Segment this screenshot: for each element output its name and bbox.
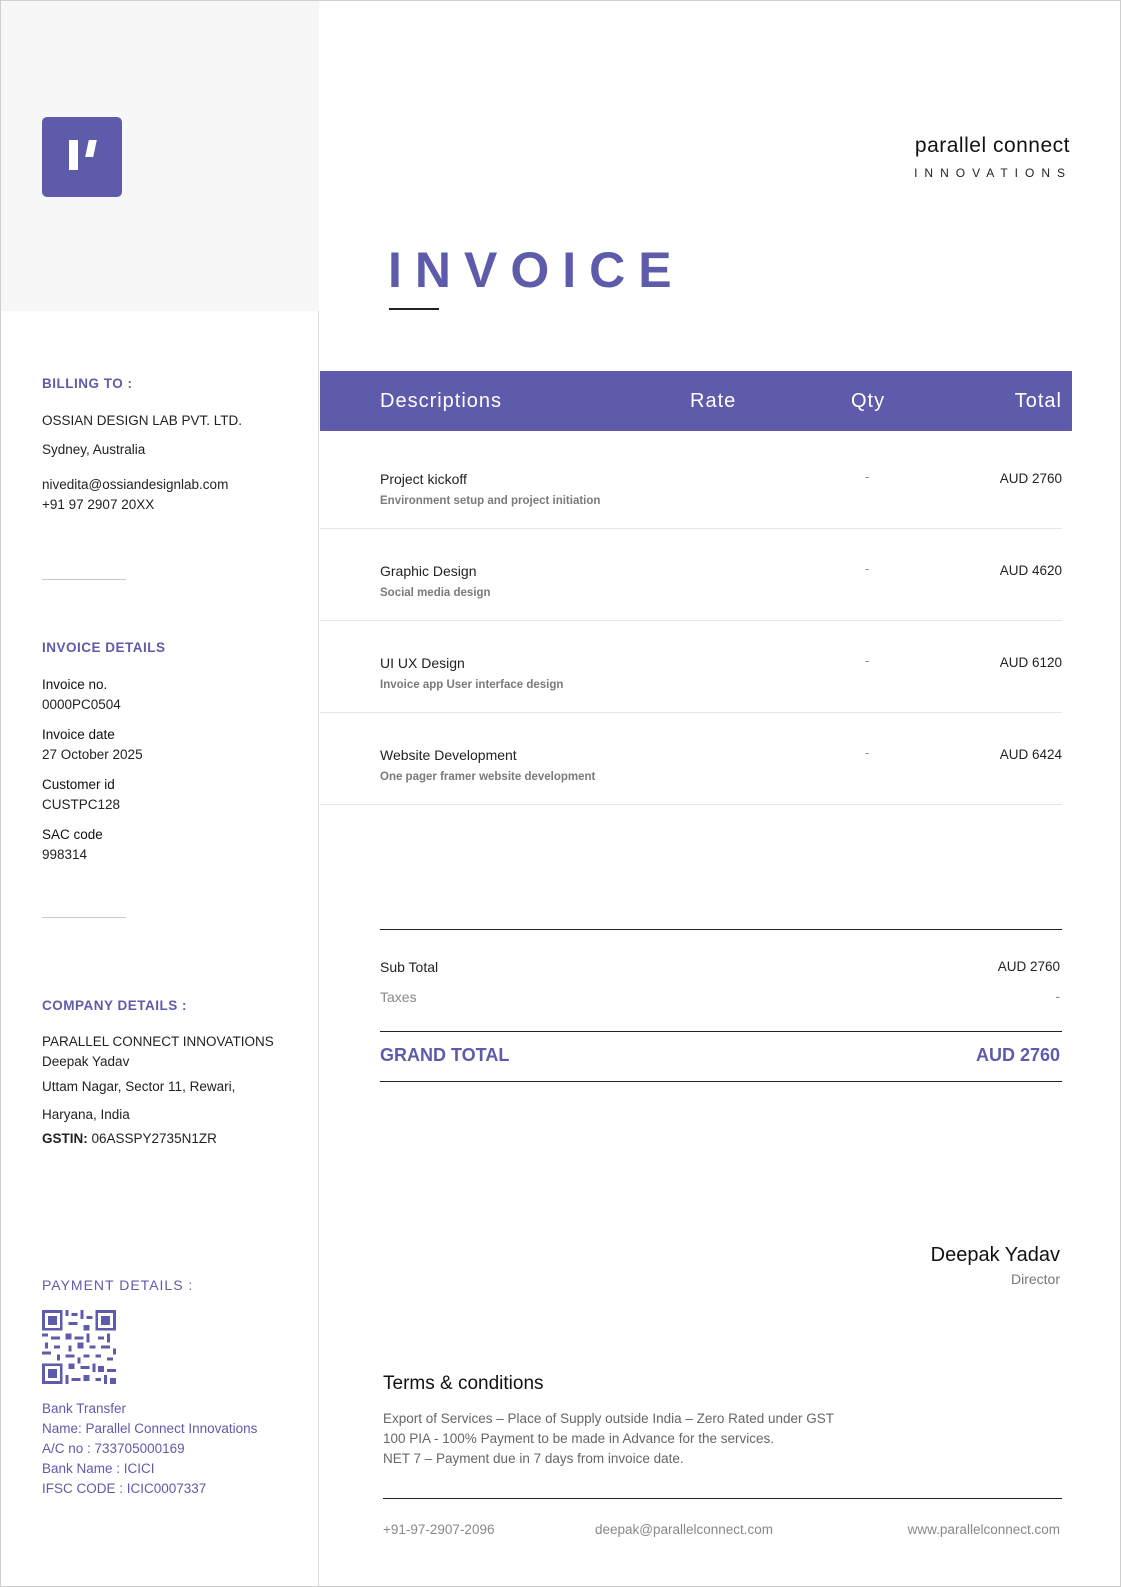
company-gstin: [42, 1131, 217, 1146]
table-row: [320, 437, 1062, 529]
terms-heading: Terms & conditions: [383, 1373, 544, 1394]
signatory-role: Director: [1010, 1271, 1060, 1287]
brand-logo-icon: [42, 117, 122, 197]
invoice-details-heading: INVOICE DETAILS: [42, 640, 166, 655]
company-address-1: Uttam Nagar, Sector 11, Rewari,: [42, 1079, 236, 1094]
sac-code-label: SAC code: [42, 827, 103, 842]
row-qty: -: [865, 469, 870, 484]
company-name: PARALLEL CONNECT INNOVATIONS: [42, 1034, 274, 1049]
table-row: [320, 621, 1062, 713]
payment-account-no: A/C no : 733705000169: [42, 1441, 185, 1456]
row-total: AUD 4620: [999, 563, 1062, 578]
billing-heading: BILLING TO :: [42, 376, 133, 391]
footer-email[interactable]: deepak@parallelconnect.com: [595, 1522, 774, 1537]
row-qty: -: [865, 745, 870, 760]
invoice-no-label: Invoice no.: [42, 677, 108, 692]
table-header: [320, 371, 1072, 431]
invoice-date-label: Invoice date: [42, 727, 115, 742]
gstin-label: GSTIN:: [42, 1131, 88, 1146]
header-qty: Qty: [851, 390, 886, 412]
header-total: Total: [1014, 390, 1062, 412]
divider: [42, 579, 126, 580]
company-person: Deepak Yadav: [42, 1054, 130, 1069]
summary-divider-top: [380, 929, 1062, 930]
footer-website[interactable]: www.parallelconnect.com: [907, 1522, 1060, 1537]
grand-total-value: AUD 2760: [975, 1045, 1060, 1065]
terms-line: 100 PIA - 100% Payment to be made in Advance for the services.: [383, 1431, 774, 1446]
sidebar-header: [1, 1, 319, 311]
row-title: Project kickoff: [380, 471, 467, 487]
subtotal-value: AUD 2760: [997, 959, 1060, 974]
row-subtitle: Environment setup and project initiation: [380, 495, 601, 507]
brand-tagline: INNOVATIONS: [914, 166, 1072, 180]
subtotal-label: Sub Total: [380, 959, 439, 975]
billing-company: OSSIAN DESIGN LAB PVT. LTD.: [42, 413, 243, 428]
row-title: Graphic Design: [380, 563, 477, 579]
row-subtitle: One pager framer website development: [380, 771, 596, 783]
row-title: UI UX Design: [380, 655, 465, 671]
page-title: INVOICE: [388, 242, 685, 298]
terms-line: NET 7 – Payment due in 7 days from invoice date.: [383, 1451, 684, 1466]
payment-bank-name: Bank Name : ICICI: [42, 1461, 155, 1476]
row-total: AUD 2760: [999, 471, 1062, 486]
footer-divider: [383, 1498, 1062, 1499]
payment-method: Bank Transfer: [42, 1401, 127, 1416]
taxes-value: -: [1055, 989, 1060, 1004]
row-subtitle: Invoice app User interface design: [380, 679, 564, 691]
qr-code-icon: [42, 1310, 116, 1384]
gstin-value: 06ASSPY2735N1ZR: [87, 1131, 217, 1146]
taxes-label: Taxes: [380, 989, 417, 1005]
invoice-no-value: 0000PC0504: [42, 697, 121, 712]
row-qty: -: [865, 561, 870, 576]
divider: [42, 917, 126, 918]
customer-id-value: CUSTPC128: [42, 797, 121, 812]
row-title: Website Development: [380, 747, 517, 763]
brand-name: parallel connect: [914, 134, 1070, 157]
invoice-date-value: 27 October 2025: [42, 747, 143, 762]
summary-divider-mid: [380, 1031, 1062, 1032]
footer-phone[interactable]: +91-97-2907-2096: [383, 1522, 495, 1537]
payment-heading: PAYMENT DETAILS :: [42, 1277, 194, 1293]
grand-total-label: GRAND TOTAL: [380, 1045, 510, 1065]
header-descriptions: Descriptions: [380, 390, 503, 412]
billing-phone: +91 97 2907 20XX: [42, 497, 155, 512]
signatory-name: Deepak Yadav: [930, 1244, 1060, 1266]
row-total: AUD 6120: [999, 655, 1062, 670]
sidebar: [1, 1, 319, 1586]
payment-ifsc: IFSC CODE : ICIC0007337: [42, 1481, 207, 1496]
billing-location: Sydney, Australia: [42, 442, 146, 457]
billing-email: nivedita@ossiandesignlab.com: [42, 477, 229, 492]
terms-line: Export of Services – Place of Supply outside India – Zero Rated under GST: [383, 1411, 834, 1426]
summary-divider-bottom: [380, 1081, 1062, 1082]
title-underline: [389, 308, 439, 310]
customer-id-label: Customer id: [42, 777, 115, 792]
table-row: [320, 713, 1062, 805]
row-qty: -: [865, 653, 870, 668]
company-details-heading: COMPANY DETAILS :: [42, 998, 188, 1013]
company-address-2: Haryana, India: [42, 1107, 130, 1122]
table-row: [320, 529, 1062, 621]
sac-code-value: 998314: [42, 847, 88, 862]
row-subtitle: Social media design: [380, 587, 491, 599]
header-rate: Rate: [690, 390, 737, 412]
payment-account-name: Name: Parallel Connect Innovations: [42, 1421, 258, 1436]
row-total: AUD 6424: [999, 747, 1062, 762]
